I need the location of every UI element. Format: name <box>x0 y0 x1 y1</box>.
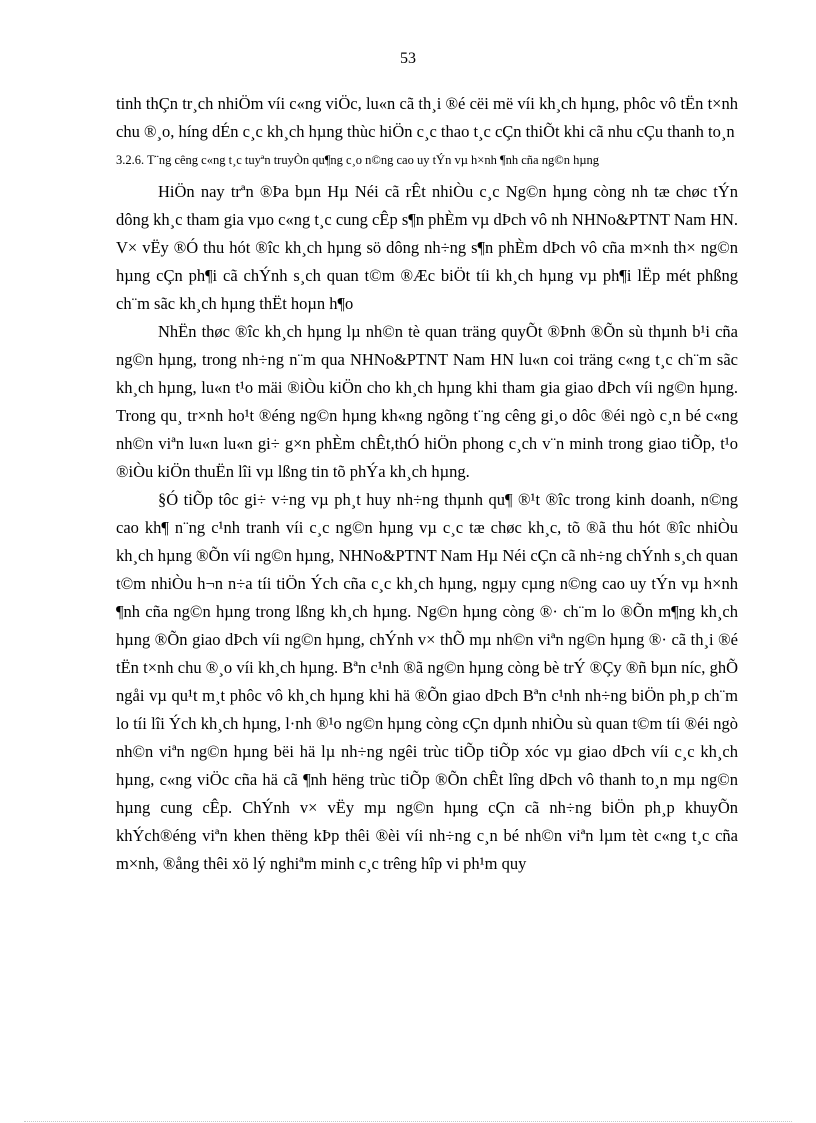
paragraph-2: HiÖn nay trªn ®Þa bµn Hµ Néi cã rÊt nhiÒu c¸c Ng©n hµng còng nh tæ chøc tÝn dông kh¸c tham gia vµo c«ng t¸c cung cÊp s¶n phÈm vµ dÞch vô nh NHNo&PTNT Nam HN. V× vËy ®Ó thu hót ®îc kh¸ch hµng sö dông nh÷ng s¶n phÈm dÞch vô cña m×nh th× ng©n hµng cÇn ph¶i cã chÝnh s¸ch quan t©m ®Æc biÖt tíi kh¸ch hµng vµ ph¶i lËp mét phßng ch¨m sãc kh¸ch hµng thËt hoµn h¶o <box>116 182 738 313</box>
document-body <box>116 90 738 878</box>
paragraph-3: NhËn thøc ®îc kh¸ch hµng lµ nh©n tè quan träng quyÕt ®Þnh ®Õn sù thµnh b¹i cña ng©n hµng, trong nh÷ng n¨m qua NHNo&PTNT Nam HN lu«n coi träng c«ng t¸c ch¨m sãc kh¸ch hµng, lu«n t¹o mäi ®iÒu kiÖn cho kh¸ch hµng khi tham gia giao dÞch víi ng©n hµng. Trong qu¸ tr×nh ho¹t ®éng ng©n hµng kh«ng ngõng t¨ng cêng gi¸o dôc ®éi ngò c¸n bé c«ng nh©n viªn lu«n lu«n gi÷ g×n phÈm chÊt,thÓ hiÖn phong c¸ch v¨n minh trong giao tiÕp, t¹o ®iÒu kiÖn thuËn lîi vµ lßng tin tõ phÝa kh¸ch hµng. <box>116 322 738 481</box>
paragraph-4: §Ó tiÕp tôc gi÷ v÷ng vµ ph¸t huy nh÷ng thµnh qu¶ ®¹t ®îc trong kinh doanh, n©ng cao kh¶ n¨ng c¹nh tranh víi c¸c ng©n hµng vµ c¸c tæ chøc kh¸c, tõ ®ã thu hót ®îc nhiÒu kh¸ch hµng ®Õn víi ng©n hµng, NHNo&PTNT Nam Hµ Néi cÇn cã nh÷ng chÝnh s¸ch quan t©m nhiÒu h¬n n÷a tíi tiÖn Ých cña c¸c kh¸ch hµng, ngµy cµng n©ng cao uy tÝn vµ h×nh ¶nh cña ng©n hµng trong lßng kh¸ch hµng. Ng©n hµng còng ®· ch¨m lo ®Õn m¶ng kh¸ch hµng ®Õn giao dÞch víi ng©n hµng, chÝnh v× thÕ mµ nh©n viªn ng©n hµng ®· cã th¸i ®é tËn t×nh chu ®¸o víi kh¸ch hµng. Bªn c¹nh ®ã ng©n hµng còng bè trÝ ®Çy ®ñ bµn níc, ghÕ ngåi vµ qu¹t m¸t phôc vô kh¸ch hµng khi hä ®Õn giao dÞch Bªn c¹nh nh÷ng biÖn ph¸p ch¨m lo tíi lîi Ých kh¸ch hµng, l·nh ®¹o ng©n hµng còng cÇn dµnh nhiÒu sù quan t©m tíi ®éi ngò nh©n viªn ng©n hµng bëi hä lµ nh÷ng ngêi trùc tiÕp tiÕp xóc vµ giao dÞch víi c¸c kh¸ch hµng, c«ng viÖc cña hä cã ¶nh hëng trùc tiÕp ®Õn chÊt lîng dÞch vô thanh to¸n mµ ng©n hµng cung cÊp. ChÝnh v× vËy mµ ng©n hµng cÇn cã nh÷ng biÖn ph¸p khuyÕn khÝch®éng viªn khen thëng kÞp thêi ®èi víi nh÷ng c¸n bé nh©n viªn lµm tèt c«ng t¸c cña m×nh, ®ång thêi xö lý nghiªm minh c¸c trêng hîp vi ph¹m quy <box>116 490 738 873</box>
paragraph-continued: tinh thÇn tr¸ch nhiÖm víi c«ng viÖc, lu«n cã th¸i ®é cëi më víi kh¸ch hµng, phôc vô tËn t×nh chu ®¸o, híng dÉn c¸c kh¸ch hµng thùc hiÖn c¸c thao t¸c cÇn thiÕt khi cã nhu cÇu thanh to¸n <box>116 94 738 141</box>
page-number: 53 <box>400 50 416 67</box>
section-heading: 3.2.6. T¨ng cêng c«ng t¸c tuyªn truyÒn qu¶ng c¸o n©ng cao uy tÝn vµ h×nh ¶nh cña ng©n hµng <box>116 153 600 167</box>
page-bottom-divider <box>24 1121 792 1122</box>
